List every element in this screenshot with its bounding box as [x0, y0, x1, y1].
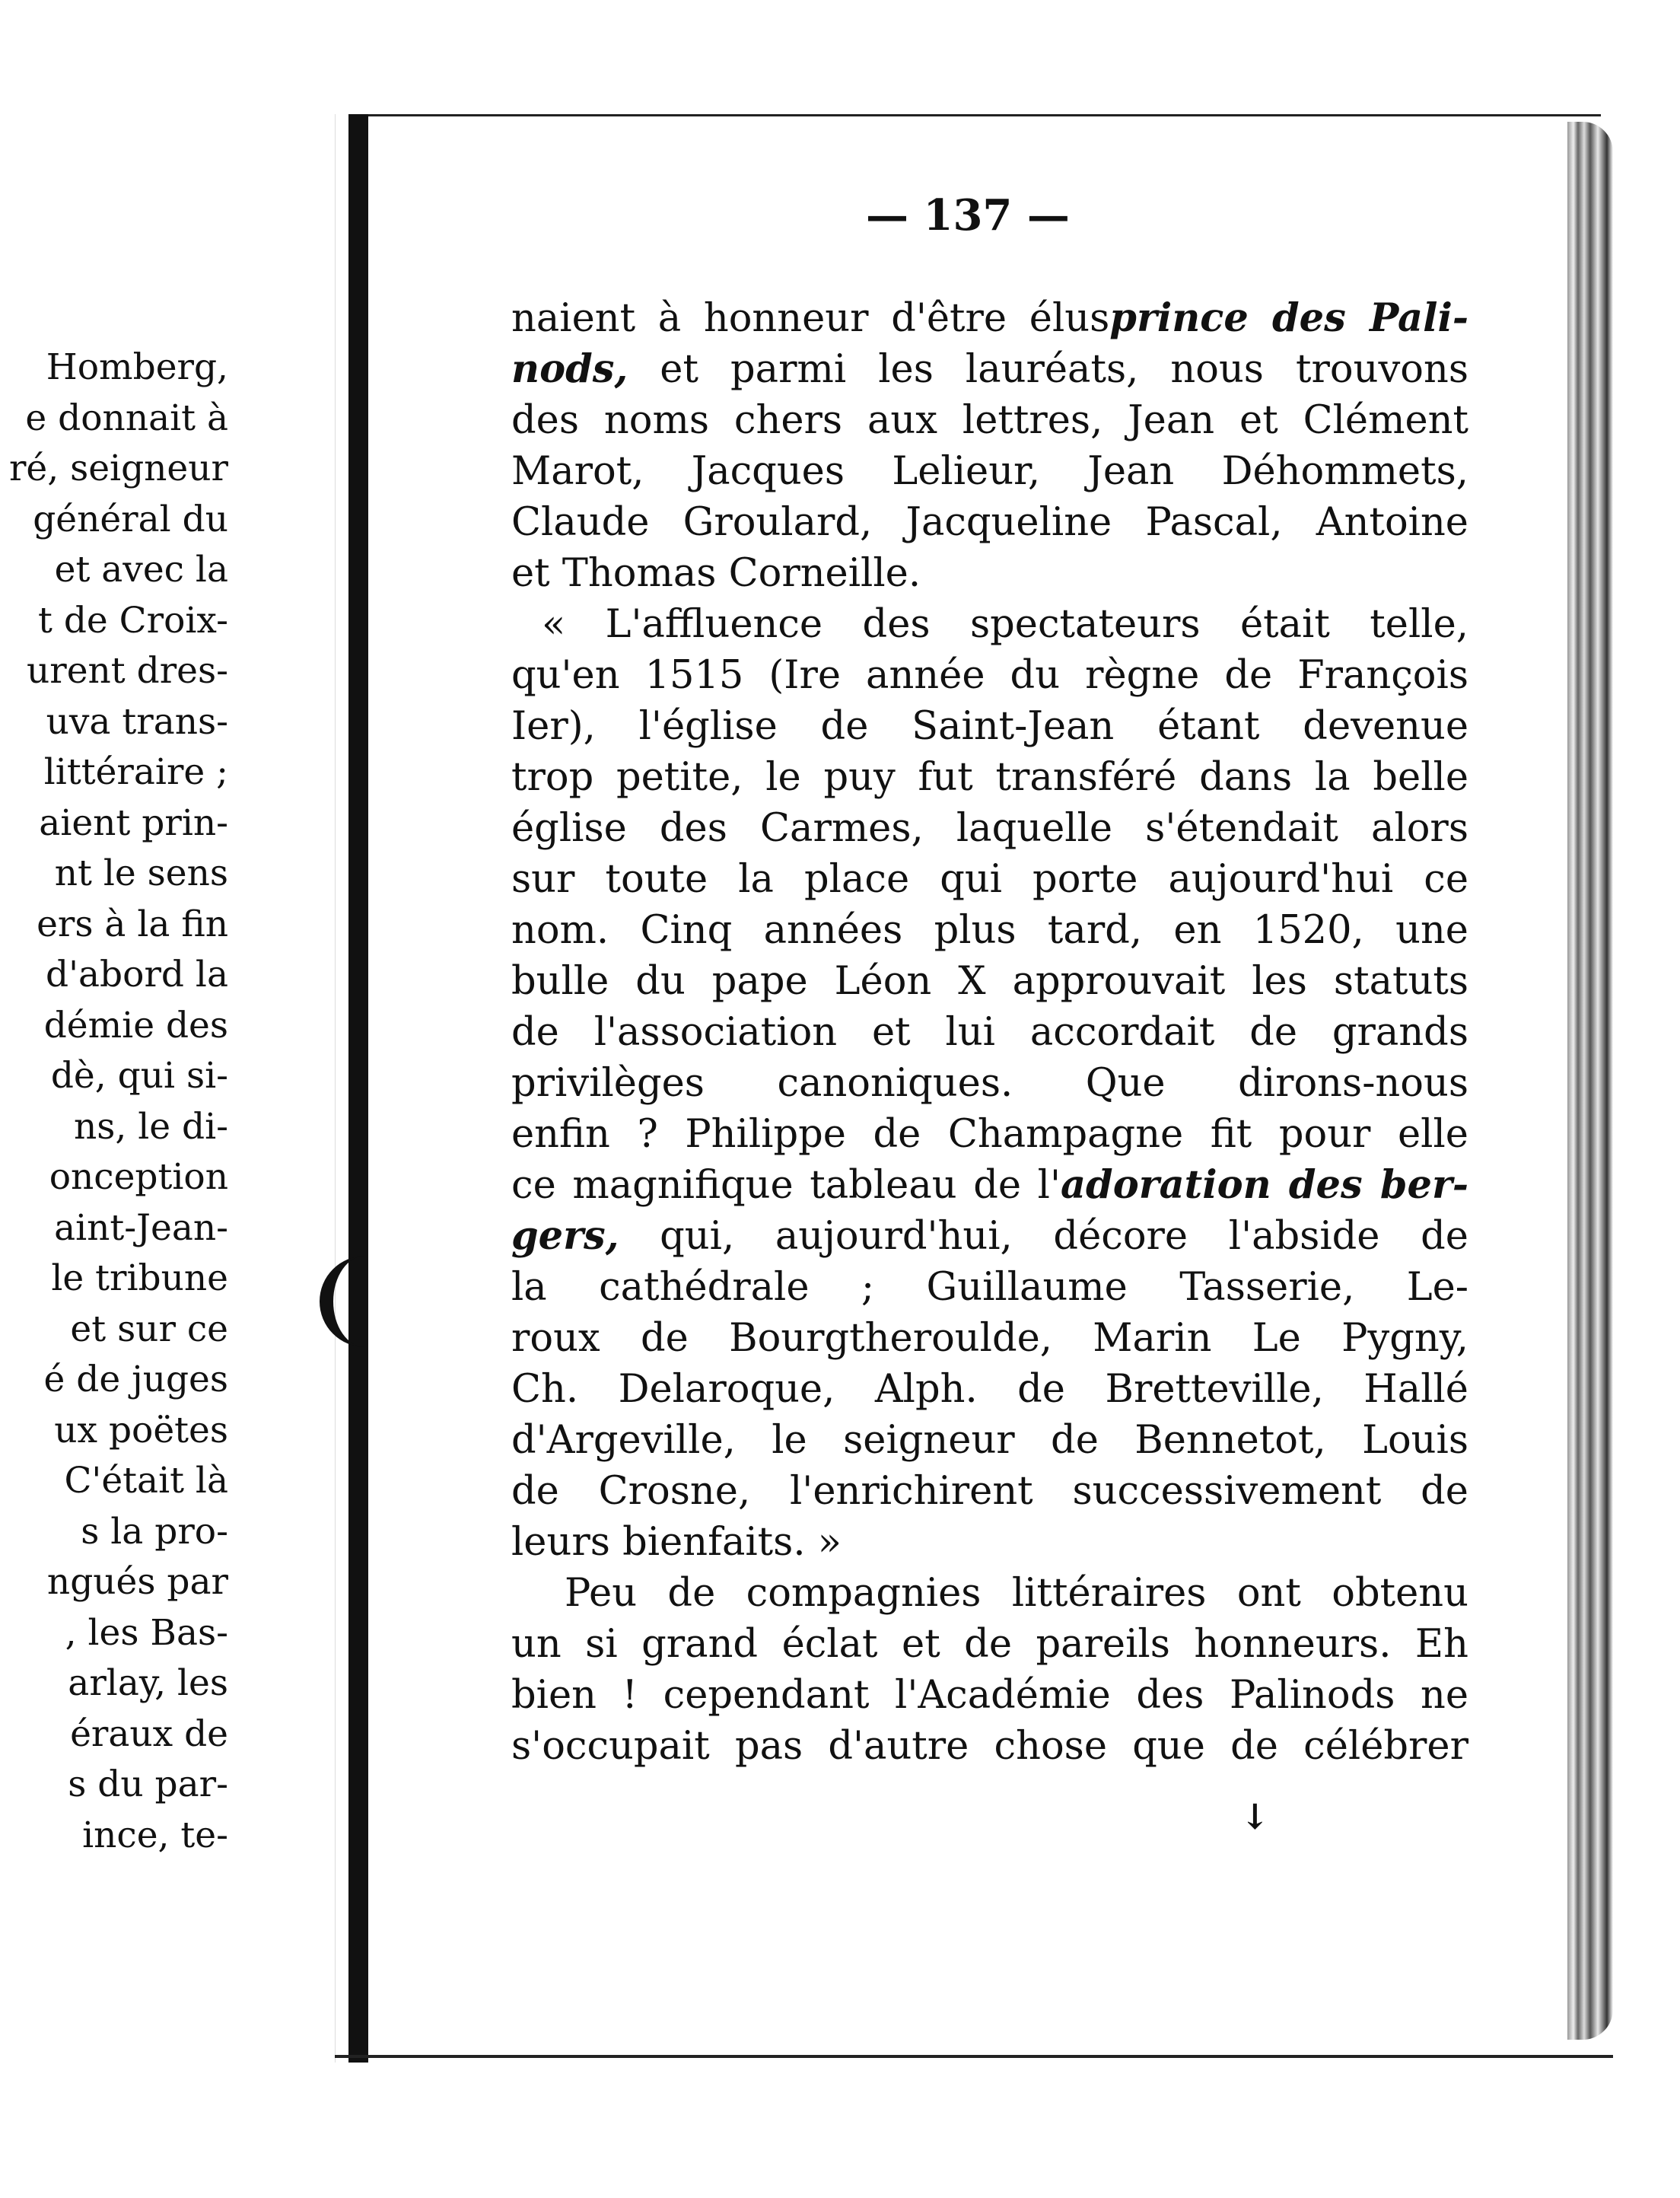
left-page-line: e donnait à: [25, 397, 228, 439]
left-page-line: le tribune: [51, 1257, 228, 1299]
text-line: bulle du pape Léon X approuvait les statuts: [511, 959, 1468, 1004]
text-line: privilèges canoniques. Que dirons-nous: [511, 1061, 1468, 1106]
page-bottom-edge: [335, 2055, 1613, 2088]
left-page-line: ns, le di-: [73, 1105, 228, 1148]
left-page-line: et sur ce: [70, 1308, 228, 1350]
text-line: et Thomas Corneille.: [511, 551, 921, 596]
text-line: nom. Cinq années plus tard, en 1520, une: [511, 908, 1468, 953]
left-page-line: , les Bas-: [65, 1611, 228, 1654]
text-line: qu'en 1515 (Ire année du règne de François: [511, 653, 1468, 698]
text-line: d'Argeville, le seigneur de Bennetot, Louis: [511, 1418, 1468, 1463]
book-spine: [348, 114, 368, 2063]
text-line: un si grand éclat et de pareils honneurs. Eh: [511, 1622, 1468, 1667]
text-line: de Crosne, l'enrichirent successivement de: [511, 1469, 1468, 1514]
left-page-line: arlay, les: [68, 1662, 228, 1704]
left-page-line: onception: [49, 1156, 228, 1198]
left-page-line: dè, qui si-: [50, 1055, 228, 1097]
text-line: Peu de compagnies littéraires ont obtenu: [565, 1571, 1468, 1616]
text-line: église des Carmes, laquelle s'étendait alors: [511, 806, 1468, 851]
page-edge: [1567, 122, 1613, 2040]
ink-mark: ↓: [1240, 1796, 1270, 1837]
text-line: nods, et parmi les lauréats, nous trouvons: [511, 346, 1468, 392]
text-line: roux de Bourgtheroulde, Marin Le Pygny,: [511, 1316, 1468, 1361]
text-line: « L'affluence des spectateurs était telle,: [542, 602, 1468, 647]
text-line: trop petite, le puy fut transféré dans la belle: [511, 755, 1468, 800]
left-page-line: littéraire ;: [43, 751, 228, 793]
left-page-line: t de Croix-: [38, 599, 228, 642]
text-line: Ier), l'église de Saint-Jean étant devenue: [511, 704, 1468, 749]
text-line: gers, qui, aujourd'hui, décore l'abside de: [511, 1213, 1468, 1259]
text-line: bien ! cependant l'Académie des Palinods ne: [511, 1673, 1468, 1718]
left-page-line: ux poëtes: [54, 1409, 228, 1451]
text-line: Marot, Jacques Lelieur, Jean Déhommets,: [511, 449, 1468, 494]
left-page-line: s du par-: [68, 1763, 228, 1805]
left-page-line: démie des: [43, 1004, 228, 1046]
text-line: Claude Groulard, Jacqueline Pascal, Antoine: [511, 500, 1468, 545]
text-line: enfin ? Philippe de Champagne fit pour elle: [511, 1112, 1468, 1157]
left-page-line: uva trans-: [46, 700, 228, 743]
text-line: de l'association et lui accordait de grands: [511, 1010, 1468, 1055]
text-line: la cathédrale ; Guillaume Tasserie, Le-: [511, 1265, 1468, 1310]
left-page-line: ers à la fin: [37, 903, 228, 945]
left-page-line: d'abord la: [46, 954, 228, 995]
left-page-line: éraux de: [70, 1712, 228, 1755]
left-page-line: ngués par: [46, 1561, 228, 1603]
left-page: [0, 114, 336, 2063]
left-page-line: s la pro-: [81, 1510, 228, 1553]
left-page-line: Homberg,: [46, 346, 228, 388]
text-line: Ch. Delaroque, Alph. de Bretteville, Hallé: [511, 1367, 1468, 1412]
left-page-line: C'était là: [64, 1460, 228, 1502]
left-page-line: urent dres-: [26, 650, 228, 692]
page-number: — 137 —: [866, 190, 1070, 241]
text-line: des noms chers aux lettres, Jean et Clément: [511, 398, 1468, 443]
text-line: ce magnifique tableau de l'adoration des ber-: [511, 1162, 1469, 1208]
text-line: s'occupait pas d'autre chose que de célébrer: [511, 1724, 1468, 1769]
text-line: naient à honneur d'être élusprince des Pali-: [511, 295, 1468, 341]
left-page-line: é de juges: [43, 1359, 228, 1400]
text-line: leurs bienfaits. »: [511, 1520, 842, 1565]
left-page-line: général du: [33, 498, 228, 540]
left-page-line: ince, te-: [82, 1814, 228, 1856]
left-page-line: aint-Jean-: [54, 1206, 228, 1249]
left-page-line: aient prin-: [39, 801, 228, 844]
left-page-line: et avec la: [54, 549, 228, 591]
left-page-line: ré, seigneur: [8, 448, 228, 489]
left-page-line: nt le sens: [54, 852, 228, 894]
text-line: sur toute la place qui porte aujourd'hui ce: [511, 857, 1468, 902]
body-text: [511, 293, 1468, 1772]
